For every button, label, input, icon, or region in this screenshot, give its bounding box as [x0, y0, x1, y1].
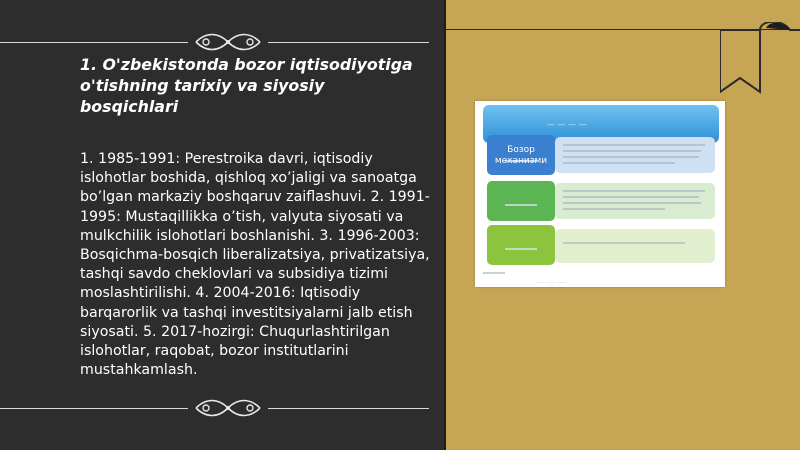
svg-text:— — — —: — — — —: [547, 120, 587, 129]
bookmark-icon: [720, 22, 800, 102]
slide-body-text: 1. 1985-1991: Perestroika davri, iqtisodiy islohotlar boshida, qishloq xo’jaligi va sanoatga bo’lgan markaziy boshqaruv zaiflashuvi. 2. 1991-1995: Mustaqillikka o’tish, valyuta siyosati va mulkchilik islohotlari boshlanishi. 3. 1996-2003: Bosqichma-bosqich liberalizatsiya, privatizatsiya, tashqi savdo cheklovlari va subsidiya tizimi moslashtirilishi. 4. 2004-2016: Iqtisodiy barqarorlik va tashqi investitsiyalarni jalb etish siyosati. 5. 2017-hozirgi: Chuqurlashtirilgan islohotlar, raqobat, bozor institutlarini mustahkamlash.: [80, 151, 430, 379]
embedded-diagram-image: [475, 101, 725, 287]
top-ornament-icon: [188, 30, 268, 54]
slide-title: 1. O'zbekistonda bozor iqtisodiyotiga o'tishning tarixiy va siyosiy bosqichlari: [80, 55, 413, 116]
diagram-graphic: [475, 101, 725, 287]
bottom-ornament-icon: [188, 396, 268, 420]
diagram-row-label: Бозор механизми: [494, 145, 548, 166]
svg-text:— — —: — — —: [537, 278, 567, 287]
panel-divider: [444, 0, 446, 450]
